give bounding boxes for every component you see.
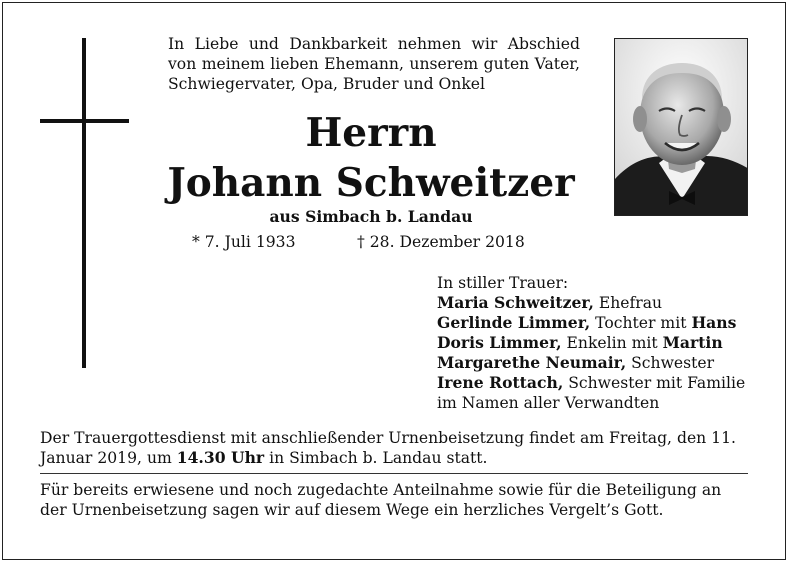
mourner-row — [437, 293, 767, 313]
service-time: 14.30 Uhr — [176, 448, 265, 467]
service-text-post: in Simbach b. Landau statt. — [264, 449, 488, 467]
mourners-block — [437, 273, 767, 413]
cross-icon-horizontal — [40, 119, 129, 123]
service-info — [40, 428, 750, 468]
mourner-name: Irene Rottach, — [437, 373, 564, 392]
death-date: † 28. Dezember 2018 — [357, 233, 525, 251]
mourner-row — [437, 373, 767, 393]
mourner-row — [437, 333, 767, 353]
mourner-name: Maria Schweitzer, — [437, 293, 594, 312]
mourner-extra: Martin — [662, 333, 723, 352]
thanks-text: Für bereits erwiesene und noch zugedachte Anteilnahme sowie für die Beteiligung an der Urnenbeisetzung sagen wir auf diesem Wege ein herzliches Vergelt’s Gott. — [40, 481, 722, 519]
portrait-photo — [614, 38, 748, 216]
mourners-footer: im Namen aller Verwandten — [437, 394, 660, 412]
mourner-name: Gerlinde Limmer, — [437, 313, 591, 332]
mourner-relation: Schwester — [626, 354, 715, 372]
salutation: Herrn — [305, 110, 437, 156]
deceased-name: Johann Schweitzer — [167, 160, 575, 206]
mourner-relation: Ehefrau — [593, 294, 663, 312]
service-text-pre: Der Trauergottesdienst mit anschließender Urnenbeisetzung findet am Freitag, den 11. Januar 2019, um — [40, 429, 736, 467]
intro-text: In Liebe und Dankbarkeit nehmen wir Abschied von meinem lieben Ehemann, unserem guten Vater, Schwiegervater, Opa, Bruder und Onkel — [168, 35, 580, 93]
mourner-name: Margarethe Neumair, — [437, 353, 627, 372]
mourner-relation: Schwester mit Familie — [563, 374, 746, 392]
portrait-image — [615, 39, 748, 216]
mourner-extra: Hans — [691, 313, 737, 332]
cross-icon-vertical — [82, 38, 86, 368]
mourners-heading: In stiller Trauer: — [437, 274, 569, 292]
mourner-row — [437, 313, 767, 333]
mourner-relation: Enkelin mit — [561, 334, 663, 352]
birth-date: * 7. Juli 1933 — [192, 233, 296, 251]
mourner-relation: Tochter mit — [590, 314, 692, 332]
origin: aus Simbach b. Landau — [269, 207, 473, 226]
divider — [40, 473, 748, 474]
mourner-name: Doris Limmer, — [437, 333, 562, 352]
mourner-row — [437, 353, 767, 373]
